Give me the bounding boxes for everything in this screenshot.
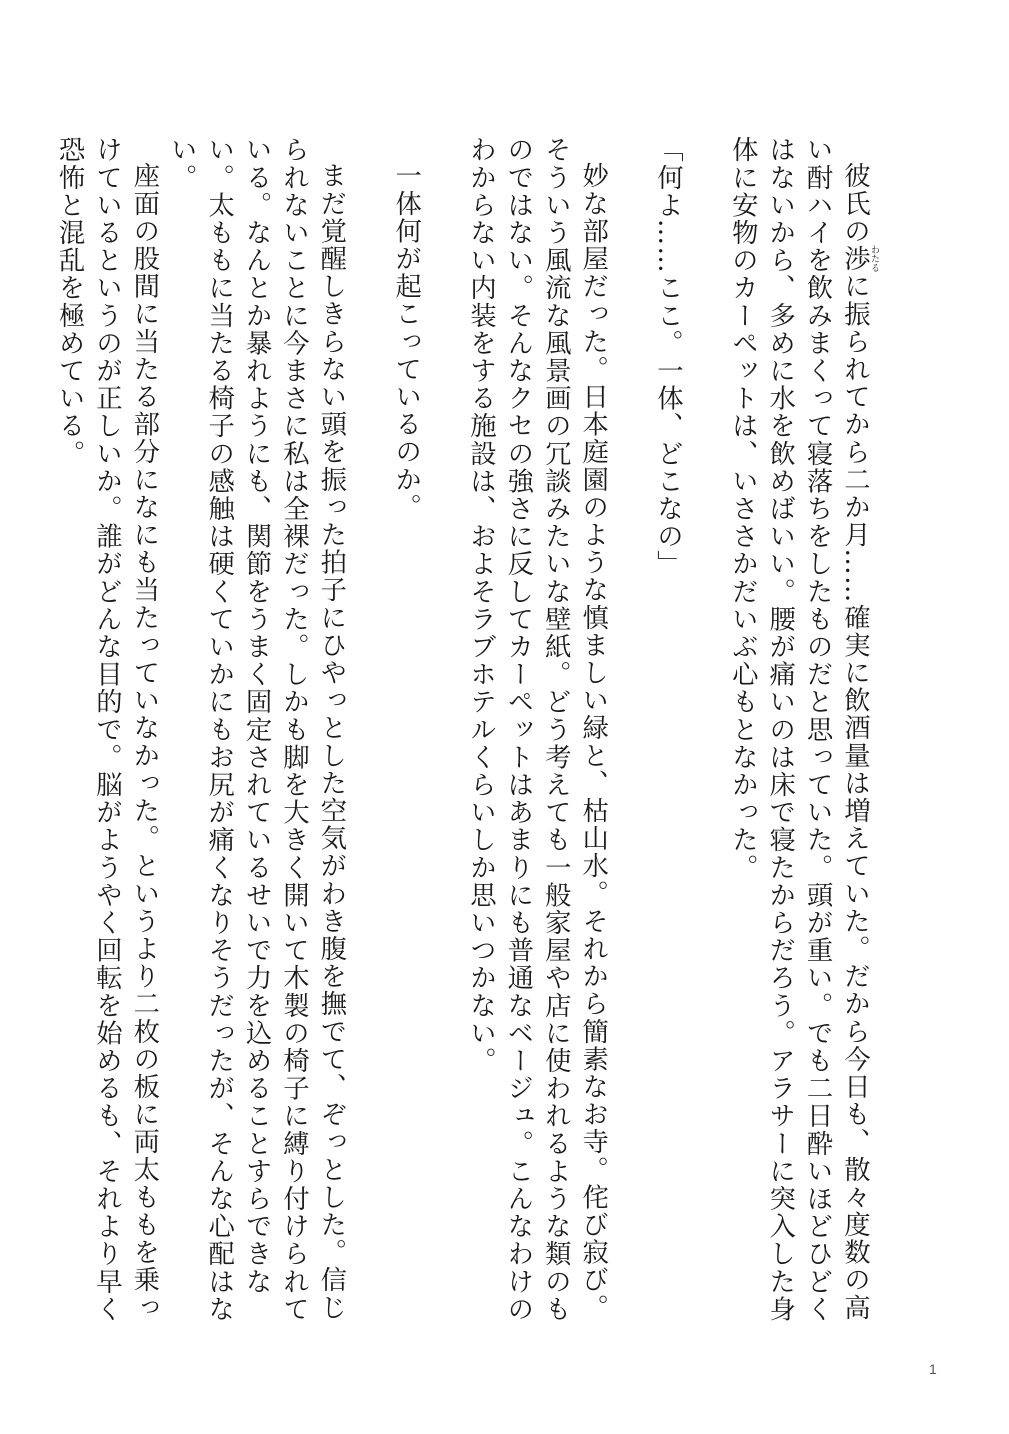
vertical-text-block [51, 136, 879, 1326]
ruby-name [839, 245, 879, 273]
blank-line [686, 136, 723, 1326]
paragraph-4: 一体何が起こっているのか。 [390, 162, 422, 522]
page-number: 1 [929, 1361, 937, 1377]
paragraph-6: 座面の股間に当たる部分になにも当たっていなかった。というより二枚の板に両太ももを乗っけているというのが正しいか。誰がどんな目的で。脳がようやく回転を始めるも、それより早く恐怖と混乱を極めている。 [54, 136, 160, 1323]
paragraph-2: 「何よ……ここ。一体、どこなの」 [652, 136, 684, 578]
blank-line [612, 136, 649, 1326]
blank-line [425, 136, 462, 1326]
paragraph-1 [724, 136, 879, 1326]
ruby-base: 渉 [839, 245, 871, 273]
paragraph-1-text-a: 彼氏の [839, 162, 871, 246]
blank-line [350, 136, 387, 1326]
ruby-reading: わたる [869, 245, 879, 273]
paragraph-3: 妙な部屋だった。日本庭園のような慎ましい緑と、枯山水。それから簡素なお寺。侘び寂び。そういう風流な風景画の冗談みたいな壁紙。どう考えても一般家屋や店に使われるような類のものではない。そんなクセの強さに反してカーペットはあまりにも普通なベージュ。こんなわけのわからない内装をする施設は、およそラブホテルくらいしか思いつかない。 [465, 136, 609, 1323]
paragraph-5: まだ覚醒しきらない頭を振った拍子にひやっとした空気がわき腹を撫でて、ぞっとした。信じられないことに今まさに私は全裸だった。しかも脚を大きく開いて木製の椅子に縛り付けられている。なんとか暴れようにも、関節をうまく固定されているせいで力を込めることすらできない。太ももに当たる椅子の感触は硬くていかにもお尻が痛くなりそうだったが、そんな心配はない。 [166, 136, 347, 1323]
paragraph-1-text-b: に振られてから二か月……確実に飲酒量は増えていた。だから今日も、散々度数の高い酎ハイを飲みまくって寝落ちをしたものだと思っていた。頭が重い。でも二日酔いほどひどくはないから、多めに水を飲めばいい。腰が痛いのは床で寝たからだろう。アラサーに突入した身体に安物のカーペットは、いささかだいぶ心もとなかった。 [727, 136, 871, 1323]
